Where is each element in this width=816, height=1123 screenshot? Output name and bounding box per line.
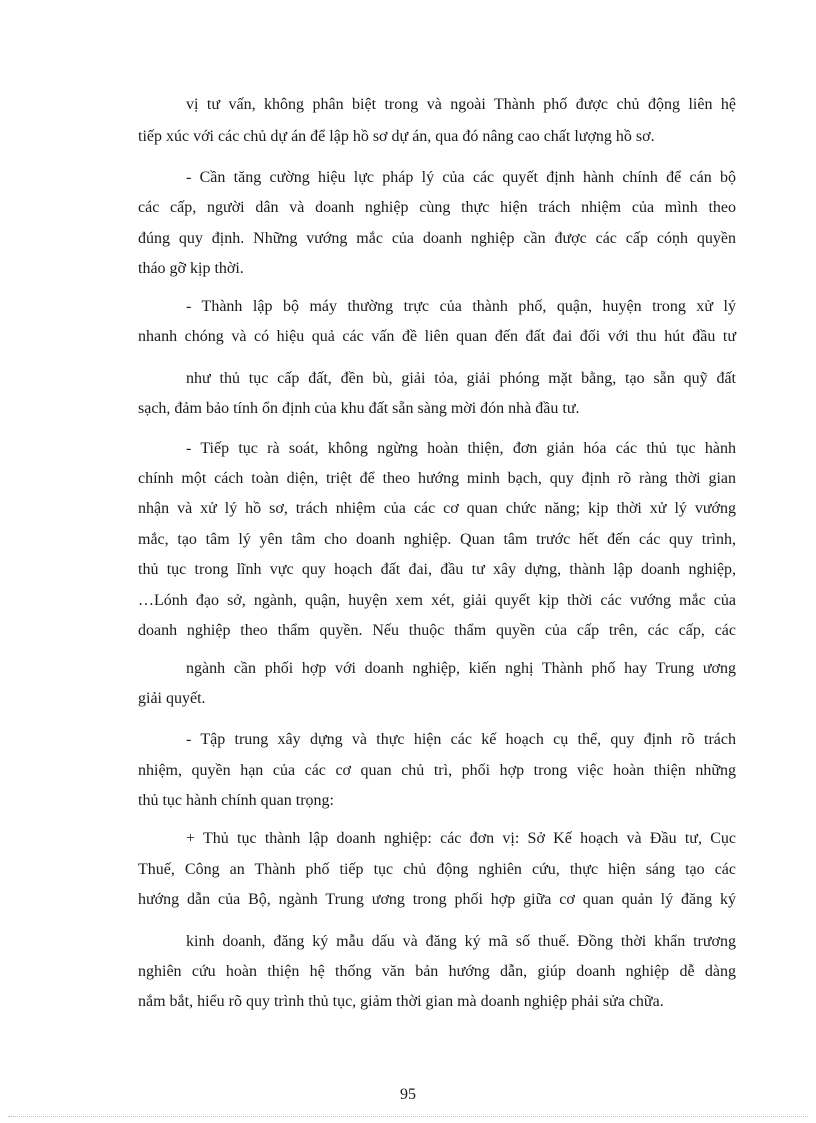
text-line: tiếp xúc với các chủ dự án để lập hồ sơ dự án, qua đó nâng cao chất lượng hồ sơ. (138, 128, 655, 145)
text-line: thủ tục trong lĩnh vực quy hoạch đất đai, đầu tư xây dựng, thành lập doanh nghiệp, (138, 561, 736, 578)
text-line: …Lónh đạo sở, ngành, quận, huyện xem xét, giải quyết kịp thời các vướng mắc của (138, 592, 736, 609)
text-line: vị tư vấn, không phân biệt trong và ngoài Thành phố được chủ động liên hệ (186, 96, 736, 113)
text-line: nghiên cứu hoàn thiện hệ thống văn bản hướng dẫn, giúp doanh nghiệp dễ dàng (138, 963, 736, 980)
text-line: Thuế, Công an Thành phố tiếp tục chủ động nghiên cứu, thực hiện sáng tạo các (138, 861, 736, 878)
page-number: 95 (400, 1086, 416, 1103)
text-line: kinh doanh, đăng ký mẫu dấu và đăng ký mã số thuế. Đồng thời khẩn trương (186, 933, 736, 950)
text-line: doanh nghiệp theo thẩm quyền. Nếu thuộc thẩm quyền của cấp trên, các cấp, các (138, 622, 736, 639)
text-line: - Tiếp tục rà soát, không ngừng hoàn thiện, đơn giản hóa các thủ tục hành (186, 440, 736, 457)
text-line: chính một cách toàn diện, triệt để theo hướng minh bạch, quy định rõ ràng thời gian (138, 470, 736, 487)
text-line: - Thành lập bộ máy thường trực của thành phố, quận, huyện trong xử lý (186, 298, 736, 315)
text-line: tháo gỡ kịp thời. (138, 260, 244, 277)
text-line: + Thủ tục thành lập doanh nghiệp: các đơn vị: Sở Kế hoạch và Đầu tư, Cục (186, 830, 736, 847)
text-line: thủ tục hành chính quan trọng: (138, 792, 334, 809)
text-line: nắm bắt, hiểu rõ quy trình thủ tục, giảm thời gian mà doanh nghiệp phải sửa chữa. (138, 993, 664, 1010)
text-line: nhận và xử lý hồ sơ, trách nhiệm của các cơ quan chức năng; kịp thời xử lý vướng (138, 500, 736, 517)
text-line: - Cần tăng cường hiệu lực pháp lý của các quyết định hành chính để cán bộ (186, 169, 736, 186)
text-line: hướng dẫn của Bộ, ngành Trung ương trong phối hợp giữa cơ quan quản lý đăng ký (138, 891, 736, 908)
text-line: đúng quy định. Những vướng mắc của doanh nghiệp cần được các cấp cóṇh quyền (138, 230, 736, 247)
text-line: nhiệm, quyền hạn của các cơ quan chủ trì, phối hợp trong việc hoàn thiện những (138, 762, 736, 779)
text-line: giải quyết. (138, 690, 206, 707)
footer-divider (8, 1116, 808, 1117)
text-line: nhanh chóng và có hiệu quả các vấn đề liên quan đến đất đai đối với thu hút đầu tư (138, 328, 736, 345)
text-line: mắc, tạo tâm lý yên tâm cho doanh nghiệp. Quan tâm trước hết đến các quy trình, (138, 531, 736, 548)
text-line: như thủ tục cấp đất, đền bù, giải tỏa, giải phóng mặt bằng, tạo sẵn quỹ đất (186, 370, 736, 387)
text-line: các cấp, người dân và doanh nghiệp cùng thực hiện trách nhiệm của mình theo (138, 199, 736, 216)
text-line: - Tập trung xây dựng và thực hiện các kế hoạch cụ thể, quy định rõ trách (186, 731, 736, 748)
text-line: ngành cần phối hợp với doanh nghiệp, kiến nghị Thành phố hay Trung ương (186, 660, 736, 677)
text-line: sạch, đảm bảo tính ổn định của khu đất sẵn sàng mời đón nhà đầu tư. (138, 400, 580, 417)
